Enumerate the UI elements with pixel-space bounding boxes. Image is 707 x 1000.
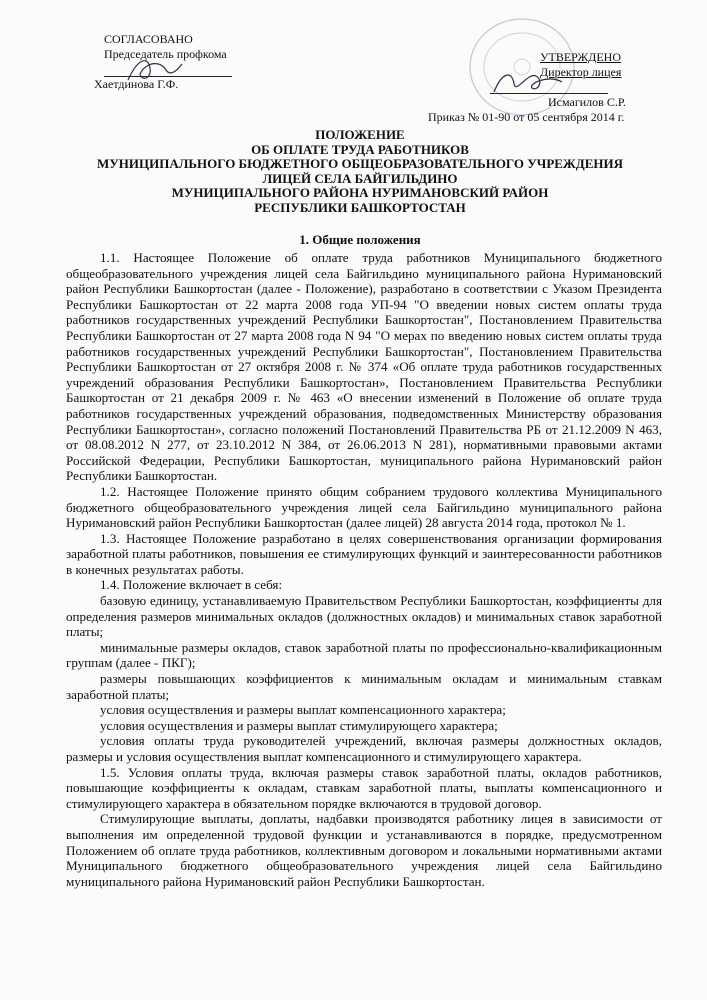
title-line: МУНИЦИПАЛЬНОГО РАЙОНА НУРИМАНОВСКИЙ РАЙОН — [171, 185, 549, 201]
agreed-label: СОГЛАСОВАНО — [104, 32, 193, 46]
agreed-position: Председатель профкома — [104, 47, 227, 61]
paragraph: 1.4. Положение включает в себя: — [100, 577, 283, 593]
agreed-signature — [120, 52, 190, 88]
approved-signature — [488, 62, 568, 102]
paragraph: Стимулирующие выплаты, доплаты, надбавки производятся работнику лицея в зависимости от выполнения им определенной трудовой функции и устанавливаются в порядке, предусмотренном Положением об оплате труда работников, коллективным договором и локальными нормативными актами Муниципального бюджетного общеобразовательного учреждения лицей села Байгильдино муниципального района Нуримановский район Республики Башкортостан. — [66, 811, 662, 889]
title-line: МУНИЦИПАЛЬНОГО БЮДЖЕТНОГО ОБЩЕОБРАЗОВАТЕЛЬНОГО УЧРЕЖДЕНИЯ — [96, 156, 624, 172]
title-line: ЛИЦЕЙ СЕЛА БАЙГИЛЬДИНО — [262, 170, 458, 186]
paragraph: 1.5. Условия оплаты труда, включая размеры ставок заработной платы, окладов работников, повышающие коэффициенты к окладам, ставкам заработной платы, выплаты компенсационного и стимулирующего характера в обязательном порядке включаются в трудовой договор. — [66, 764, 662, 811]
document-body — [66, 250, 662, 889]
approved-name: Исмагилов С.Р. — [548, 95, 627, 109]
order-reference: Приказ № 01-90 от 05 сентября 2014 г. — [428, 110, 625, 124]
paragraph: размеры повышающих коэффициентов к минимальным окладам и минимальным ставкам заработной платы; — [66, 671, 662, 702]
title-line: РЕСПУБЛИКИ БАШКОРТОСТАН — [254, 199, 466, 215]
paragraph: базовую единицу, устанавливаемую Правительством Республики Башкортостан, коэффициенты для определения размеров минимальных окладов (должностных окладов) и минимальных ставок заработной платы; — [66, 593, 662, 640]
paragraph: 1.3. Настоящее Положение разработано в целях совершенствования организации формирования заработной платы работников, повышения ее стимулирующих функций и заинтересованности работников в конечных результатах работы. — [66, 530, 662, 577]
section-heading: 1. Общие положения — [299, 232, 421, 247]
paragraph: минимальные размеры окладов, ставок заработной платы по профессионально-квалификационным группам (далее - ПКГ); — [66, 639, 662, 671]
paragraph: условия осуществления и размеры выплат компенсационного характера; — [100, 702, 506, 718]
document-title — [60, 128, 660, 216]
paragraph: 1.2. Настоящее Положение принято общим собранием трудового коллектива Муниципального бюджетного общеобразовательного учреждения лицей села Байгильдино муниципального района Нуримановский район Республики Башкортостан (далее лицей) 28 августа 2014 года, протокол № 1. — [66, 483, 662, 531]
title-line: ПОЛОЖЕНИЕ — [315, 127, 405, 142]
paragraph: условия осуществления и размеры выплат стимулирующего характера; — [100, 717, 498, 733]
approved-position: Директор лицея — [540, 65, 622, 79]
approved-label: УТВЕРЖДЕНО — [540, 50, 622, 64]
paragraph: условия оплаты труда руководителей учреждений, включая размеры должностных окладов, размеры и условия осуществления выплат компенсационного и стимулирующего характера. — [66, 733, 662, 764]
title-line: ОБ ОПЛАТЕ ТРУДА РАБОТНИКОВ — [251, 141, 469, 157]
agreed-name: Хаетдинова Г.Ф. — [94, 77, 179, 91]
paragraph: 1.1. Настоящее Положение об оплате труда работников Муниципального бюджетного общеобразовательного учреждения лицей села Байгильдино муниципального района Нуримановский район Республики Башкортостан (далее - Положение), разработано в соответствии с Указом Президента Республики Башкортостан от 22 марта 2008 года УП-94 "О введении новых систем оплаты труда работников государственных учреждений Республики Башкортостан", Постановлением Правительства Республики Башкортостан от 27 марта 2008 года N 94 "О мерах по введению новых систем оплаты труда работников государственных учреждений Республики Башкортостан", Постановлением Правительства Республики Башкортостан от 27 октября 2008 г. № 374 «Об оплате труда работников государственных учреждений образования Республики Башкортостан», Постановлением Правительства Республики Башкортостан от 21 декабря 2009 г. № 463 «О внесении изменений в Положение об оплате труда работников государственных учреждений образования, подведомственных Министерству образования Республики Башкортостан», согласно положений Постановлений Правительства РБ от 21.12.2009 N 463, от 08.08.2012 N 277, от 23.10.2012 N 384, от 26.06.2013 N 281), нормативными правовыми актами Российской Федерации, Республики Башкортостан, муниципального района Нуримановский район Республики Башкортостан. — [66, 250, 662, 484]
